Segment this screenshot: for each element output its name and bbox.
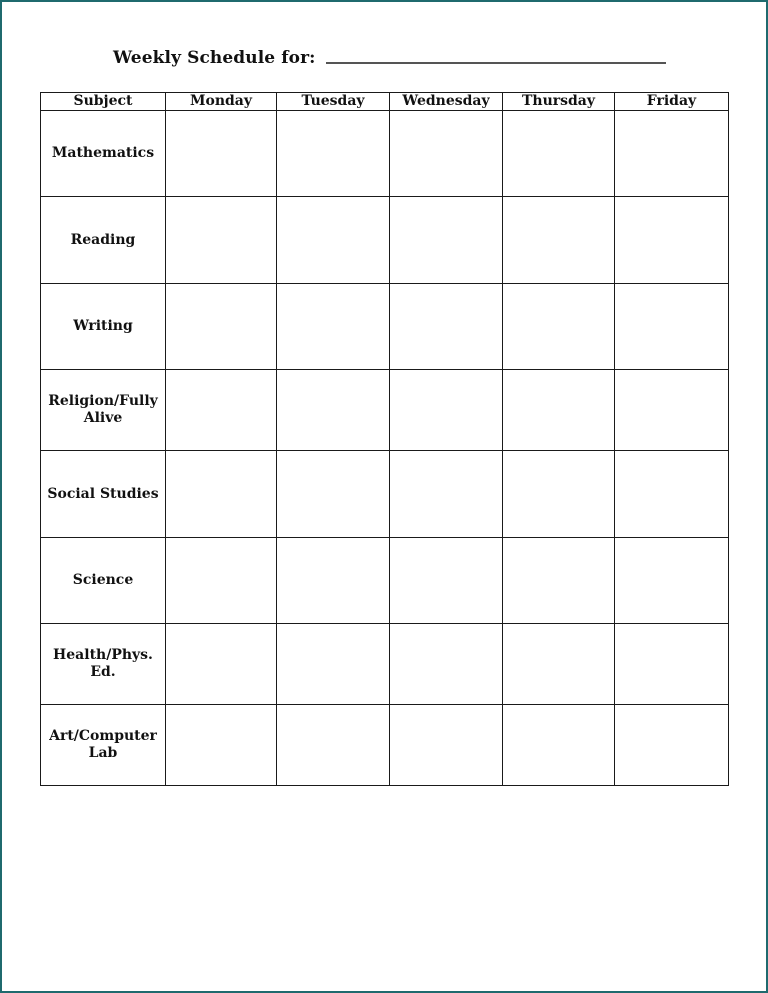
schedule-cell-monday[interactable] [166, 111, 277, 197]
schedule-cell-monday[interactable] [166, 538, 277, 624]
schedule-cell-thursday[interactable] [503, 451, 615, 538]
schedule-cell-tuesday[interactable] [277, 284, 390, 370]
schedule-cell-thursday[interactable] [503, 111, 615, 197]
subject-label: Religion/Fully Alive [41, 370, 166, 451]
table-row [41, 538, 729, 624]
table-row [41, 370, 729, 451]
subject-label: Health/Phys. Ed. [41, 624, 166, 705]
name-blank-line[interactable] [326, 62, 666, 64]
schedule-cell-monday[interactable] [166, 451, 277, 538]
subject-label: Art/Computer Lab [41, 705, 166, 786]
schedule-cell-friday[interactable] [615, 705, 729, 786]
schedule-cell-monday[interactable] [166, 284, 277, 370]
header-tuesday: Tuesday [277, 93, 390, 111]
schedule-cell-thursday[interactable] [503, 197, 615, 284]
page-title: Weekly Schedule for: [113, 48, 316, 68]
schedule-cell-friday[interactable] [615, 111, 729, 197]
schedule-cell-wednesday[interactable] [390, 370, 503, 451]
header-subject: Subject [41, 93, 166, 111]
header-wednesday: Wednesday [390, 93, 503, 111]
table-row [41, 111, 729, 197]
schedule-cell-monday[interactable] [166, 370, 277, 451]
schedule-cell-wednesday[interactable] [390, 451, 503, 538]
schedule-cell-tuesday[interactable] [277, 624, 390, 705]
schedule-cell-thursday[interactable] [503, 370, 615, 451]
schedule-cell-friday[interactable] [615, 284, 729, 370]
subject-label: Mathematics [41, 111, 166, 197]
table-row [41, 197, 729, 284]
subject-label: Reading [41, 197, 166, 284]
subject-label: Science [41, 538, 166, 624]
schedule-cell-monday[interactable] [166, 624, 277, 705]
schedule-cell-wednesday[interactable] [390, 197, 503, 284]
schedule-cell-friday[interactable] [615, 370, 729, 451]
schedule-cell-tuesday[interactable] [277, 705, 390, 786]
header-friday: Friday [615, 93, 729, 111]
schedule-cell-thursday[interactable] [503, 284, 615, 370]
weekly-schedule-table [40, 92, 729, 786]
header-thursday: Thursday [503, 93, 615, 111]
table-row [41, 451, 729, 538]
subject-label: Social Studies [41, 451, 166, 538]
schedule-cell-thursday[interactable] [503, 705, 615, 786]
table-row [41, 284, 729, 370]
table-row [41, 705, 729, 786]
schedule-cell-friday[interactable] [615, 451, 729, 538]
schedule-cell-monday[interactable] [166, 705, 277, 786]
schedule-cell-thursday[interactable] [503, 538, 615, 624]
schedule-cell-tuesday[interactable] [277, 197, 390, 284]
schedule-cell-tuesday[interactable] [277, 451, 390, 538]
schedule-cell-thursday[interactable] [503, 624, 615, 705]
schedule-cell-friday[interactable] [615, 538, 729, 624]
schedule-cell-monday[interactable] [166, 197, 277, 284]
schedule-cell-wednesday[interactable] [390, 705, 503, 786]
schedule-cell-tuesday[interactable] [277, 111, 390, 197]
schedule-cell-wednesday[interactable] [390, 111, 503, 197]
schedule-cell-wednesday[interactable] [390, 538, 503, 624]
title-row [113, 44, 666, 68]
schedule-cell-friday[interactable] [615, 624, 729, 705]
table-row [41, 624, 729, 705]
schedule-cell-friday[interactable] [615, 197, 729, 284]
header-row [41, 93, 729, 111]
subject-label: Writing [41, 284, 166, 370]
header-monday: Monday [166, 93, 277, 111]
schedule-cell-wednesday[interactable] [390, 284, 503, 370]
schedule-cell-tuesday[interactable] [277, 370, 390, 451]
schedule-cell-wednesday[interactable] [390, 624, 503, 705]
schedule-cell-tuesday[interactable] [277, 538, 390, 624]
